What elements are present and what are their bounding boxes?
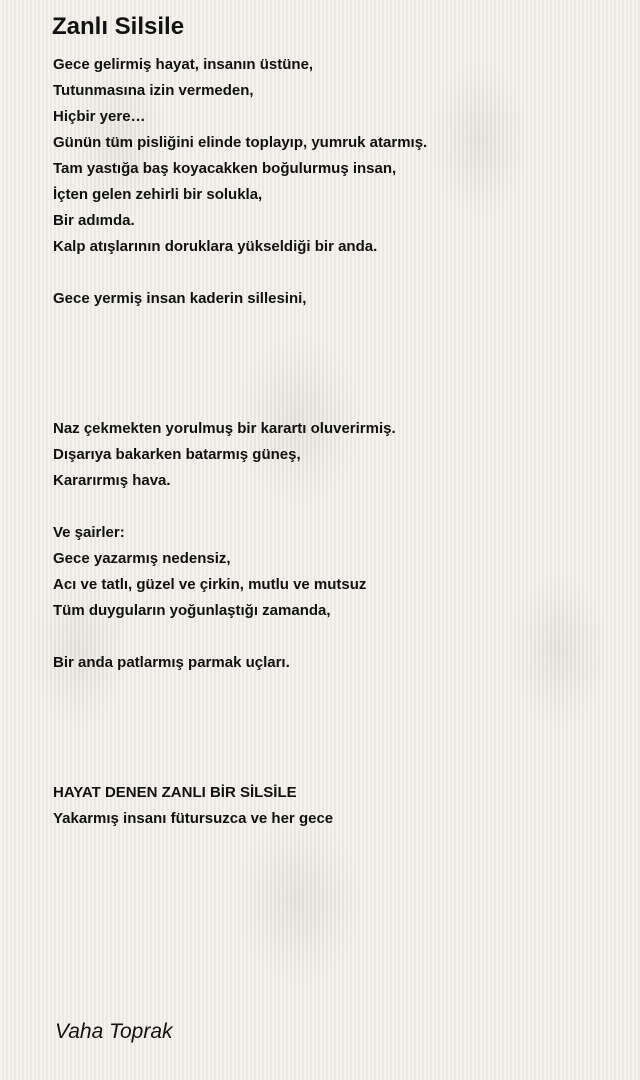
poem-line: İçten gelen zehirli bir solukla,	[53, 186, 263, 203]
poem-line	[53, 312, 613, 338]
poem-line: Ve şairler:	[53, 524, 125, 541]
poem-line	[53, 676, 613, 702]
poem-line: Bir anda patlarmış parmak uçları.	[53, 654, 290, 671]
poem-line: Tutunmasına izin vermeden,	[53, 82, 254, 99]
poem-line: Bir adımda.	[53, 212, 135, 229]
poem-line	[53, 338, 613, 364]
poem-line: Tüm duyguların yoğunlaştığı zamanda,	[53, 602, 331, 619]
poem-line	[53, 364, 613, 390]
poem-line: Gece gelirmiş hayat, insanın üstüne,	[53, 56, 314, 73]
poem-line: Günün tüm pisliğini elinde toplayıp, yumruk atarmış.	[53, 134, 428, 151]
poem-author: Vaha Toprak	[55, 1020, 173, 1043]
poem-line: HAYAT DENEN ZANLI BİR SİLSİLE	[53, 784, 297, 801]
poem-line: Yakarmış insanı fütursuzca ve her gece	[53, 810, 334, 827]
poem-line: Dışarıya bakarken batarmış güneş,	[53, 446, 301, 463]
poem-line: Tam yastığa baş koyacakken boğulurmuş insan,	[53, 160, 397, 177]
poem-line	[53, 728, 613, 754]
poem-line	[53, 494, 613, 520]
poem-line: Hiçbir yere…	[53, 108, 146, 125]
poem-line: Acı ve tatlı, güzel ve çirkin, mutlu ve mutsuz	[53, 576, 367, 593]
poem-line	[53, 390, 613, 416]
poem-title: Zanlı Silsile	[52, 13, 185, 40]
poem-line	[53, 624, 613, 650]
poem-line: Kararırmış hava.	[53, 472, 171, 489]
poem-line: Gece yazarmış nedensiz,	[53, 550, 231, 567]
poem-line	[53, 702, 613, 728]
poem-line	[53, 260, 613, 286]
poem-line	[53, 754, 613, 780]
poem-line: Kalp atışlarının doruklara yükseldiği bir anda.	[53, 238, 378, 255]
poem-line: Naz çekmekten yorulmuş bir karartı oluverirmiş.	[53, 420, 396, 437]
poem-body	[53, 52, 613, 832]
poem-line: Gece yermiş insan kaderin sillesini,	[53, 290, 307, 307]
